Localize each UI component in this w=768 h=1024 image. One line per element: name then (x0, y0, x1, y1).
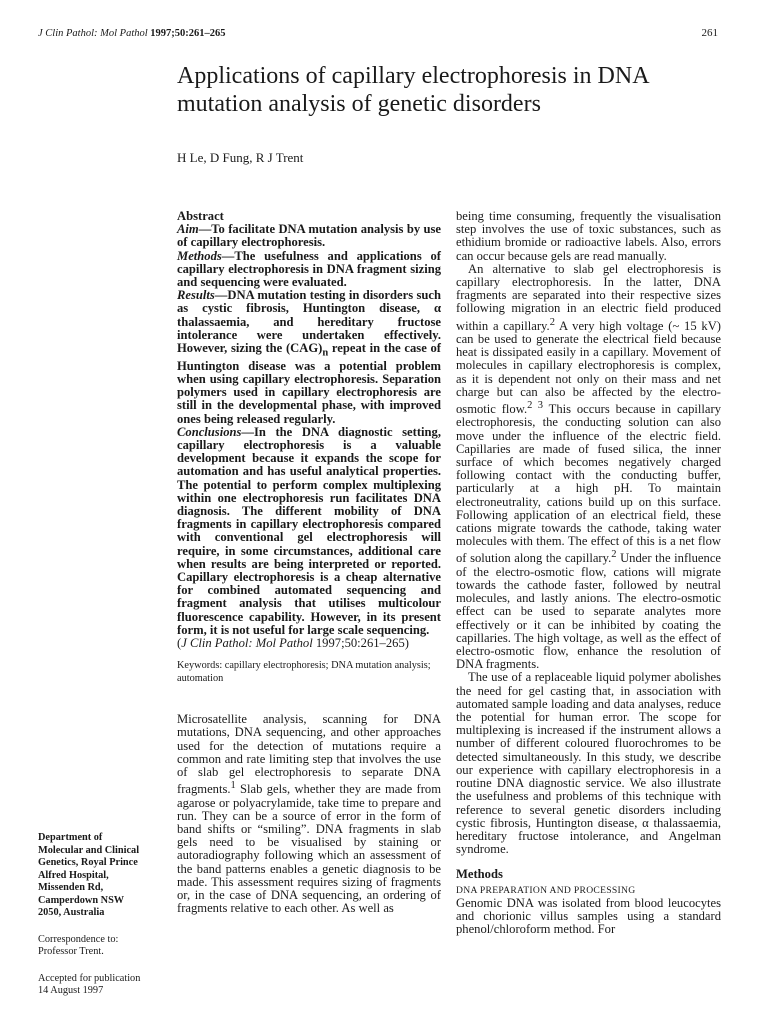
conclusions-text: —In the DNA diagnostic setting, capillary electrophoresis is a valuable development because it expands the scope for automation and has useful analytical properties. The potential to perform complex multiplexing within one electrophoresis run facilitates DNA diagnosis. The different mobility of DNA fragments in capillary electrophoresis compared with conventional gel electrophoresis will require, in some circumstances, additional care when results are being interpreted or reported. Capillary electrophoresis is a cheap alternative for combined automated sequencing and fragment analysis that utilises multicolour fluorescence capability. However, in its present form, it is not useful for large scale sequencing. (177, 424, 441, 637)
aim-label: Aim (177, 222, 199, 237)
abstract-citation: (J Clin Pathol: Mol Pathol 1997;50:261–265) (177, 636, 409, 651)
citation-rest: 1997;50:261–265) (312, 636, 409, 651)
intro-text-cont: Slab gels, whether they are made from agarose or polyacrylamide, take time to prepare and run. They can be a source of error in the form of band shifts or “smiling”. DNA fragments in slab gels need to be visualised by staining or autoradiography following which an assessment of the band patterns enables a genetic diagnosis to be made. This assessment requires sizing of fragments or, in the case of DNA sequencing, an ordering of fragments relative to each other. As well as (177, 782, 441, 916)
results-subscript: n (322, 347, 329, 359)
journal-name: J Clin Pathol: Mol Pathol (38, 28, 148, 39)
abstract-aim (177, 223, 441, 249)
ref-2-3: 2 3 (527, 400, 543, 412)
correspondence-note: Correspondence to: Professor Trent. (38, 933, 119, 957)
affiliation-sidebar (38, 832, 168, 998)
abstract-conclusions (177, 426, 441, 637)
author-list: H Le, D Fung, R J Trent (177, 150, 304, 165)
methods-text: —The usefulness and applications of capillary electrophoresis in DNA fragment sizing and sequencing were evaluated. (177, 248, 441, 290)
intro-text: Microsatellite analysis, scanning for DNA mutations, DNA sequencing, and other approaches used for the detection of mutations require a common and rate limiting step that involves the use of slab gel electrophoresis to separate DNA fragments. (177, 712, 441, 797)
introduction (177, 713, 441, 915)
citation-journal: J Clin Pathol: Mol Pathol (181, 636, 313, 651)
page-number: 261 (701, 27, 718, 39)
para2-text-c: This occurs because in capillary electrophoresis, the conducting solution can also move under the influence of the electric field. Capillaries are made of fused silica, the inner surface of which becomes negatively charged following contact with the conducting buffer, particularly at a high pH. To maintain electroneutrality, cations build up on this surface. Following application of an electrical field, these cations migrate towards the cathode, taking water molecules with them. The effect of this is a net flow of solution along the capillary. (456, 402, 722, 566)
abstract-methods (177, 250, 441, 290)
ref-1: 1 (230, 780, 236, 792)
results-label: Results (177, 288, 215, 303)
results-text-cont: repeat in the case of Huntington disease was a potential problem when using capillary electrophoresis. Separation polymers used in capillary electrophoresis are still in the developmental phase, with improved ones being released regularly. (177, 341, 441, 426)
article-title: Applications of capillary electrophoresis in DNA mutation analysis of genetic disorders (177, 63, 649, 117)
abstract-heading: Abstract (177, 209, 224, 223)
ref-2: 2 (549, 316, 555, 328)
affiliation: Department of Molecular and Clinical Genetics, Royal Prince Alfred Hospital, Missenden Rd, Camperdown NSW 2050, Australia (38, 832, 140, 918)
results-text: —DNA mutation testing in disorders such as cystic fibrosis, Huntington disease, α thalassaemia, and hereditary fructose intolerance were undertaken effectively. However, sizing the (CAG) (177, 288, 441, 356)
continued-paragraph: being time consuming, frequently the visualisation step involves the use of toxic substances, such as ethidium bromide or radioactive labels. Also, errors can occur because gels are read manually. (456, 209, 721, 263)
methods-paragraph: Genomic DNA was isolated from blood leucocytes and chorionic villus samples using a standard phenol/chloroform method. For (456, 895, 721, 937)
running-header (38, 28, 226, 39)
ref-2b: 2 (611, 549, 617, 561)
keywords: Keywords: capillary electrophoresis; DNA mutation analysis; automation (177, 660, 431, 684)
abstract-results (177, 289, 441, 426)
intro-paragraph (177, 713, 441, 915)
para2-text-b: A very high voltage (~ 15 kV) can be used to generate the electrical field because heat is dissipated easily in a capillary. Movement of molecules in capillary electrophoresis is complex, as it is dependent not only on their mass and net charge but can also be affected by the electro-osmotic flow. (456, 318, 721, 417)
methods-heading: Methods (456, 867, 503, 882)
methods-subheading: DNA PREPARATION AND PROCESSING (456, 884, 636, 896)
capillary-paragraph (456, 263, 721, 672)
journal-volume: 1997;50:261–265 (150, 28, 226, 39)
right-column (456, 210, 721, 936)
methods-label: Methods (177, 248, 222, 263)
para2-text-d: Under the influence of the electro-osmotic flow, cations will migrate towards the cathode faster, followed by neutral molecules, and lastly anions. The electro-osmotic effect can be used to separate analytes more effectively or it can be inhibited by coating the capillaries. The high voltage, as well as the effect of electro-osmotic flow, enhance the resolution of DNA fragments. (456, 551, 721, 672)
polymer-paragraph: The use of a replaceable liquid polymer abolishes the need for gel casting that, in association with automated sample loading and data analyses, reduce the potential for human error. The scope for multiplexing is increased if the instrument allows a number of different coloured fluorochromes to be detected simultaneously. In this study, we describe our experience with capillary electrophoresis in a routine DNA diagnostic service. We also illustrate the usefulness and problems of this technique with reference to several genetic disorders including cystic fibrosis, Huntington disease, α thalassaemia, hereditary fructose intolerance, and Angelman syndrome. (456, 670, 721, 857)
conclusions-label: Conclusions (177, 424, 242, 439)
accepted-date: Accepted for publication 14 August 1997 (38, 972, 141, 996)
left-column (177, 210, 441, 915)
aim-text: —To facilitate DNA mutation analysis by use of capillary electrophoresis. (177, 222, 441, 250)
abstract (177, 210, 441, 650)
para2-text-a: An alternative to slab gel electrophoresis is capillary electrophoresis. In the latter, DNA fragments are separated into their respective sizes following migration in an electric field produced within a capillary. (456, 261, 721, 333)
